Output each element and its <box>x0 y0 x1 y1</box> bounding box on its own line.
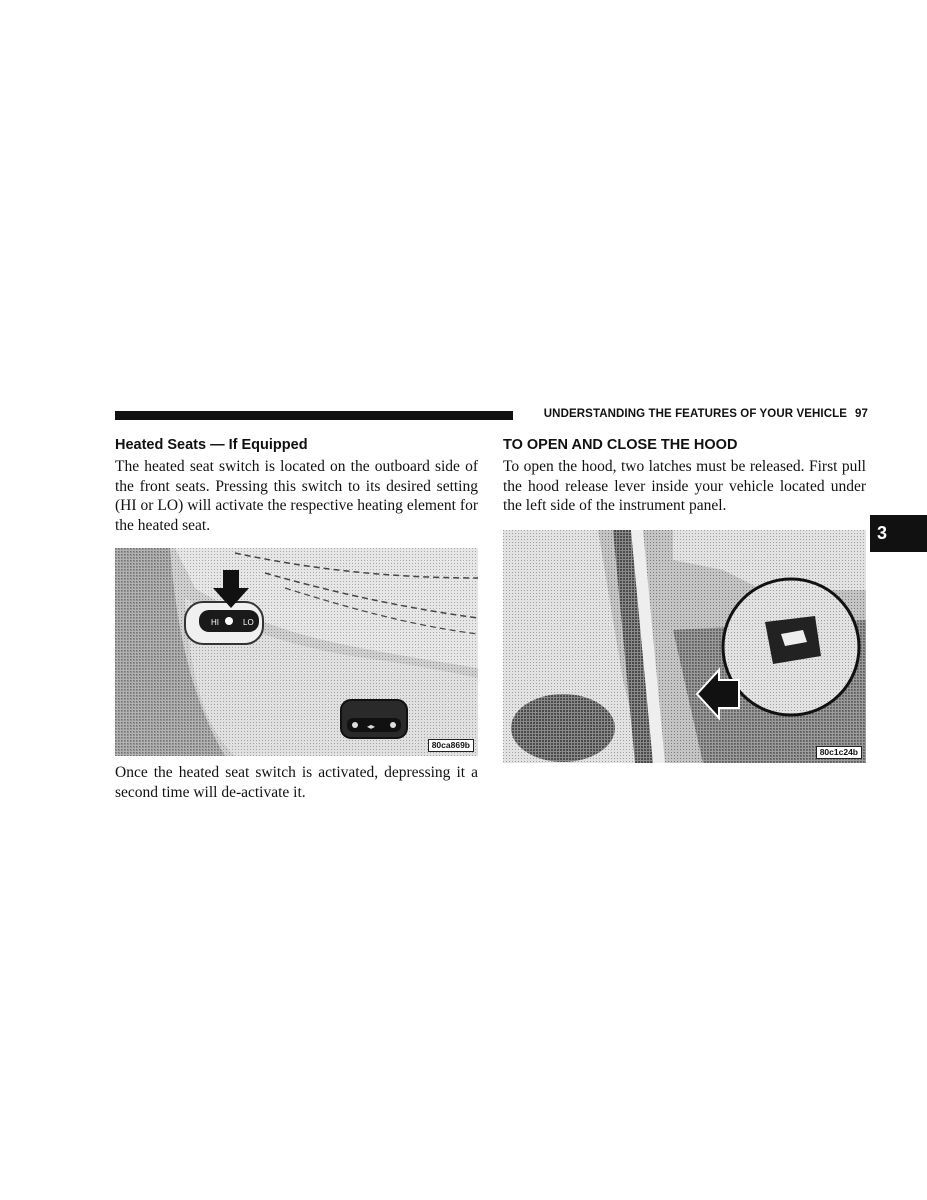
header-rule <box>115 411 513 420</box>
right-column <box>503 436 866 763</box>
page-number: 97 <box>855 408 868 420</box>
left-column <box>115 436 478 802</box>
figure-code: 80c1c24b <box>816 746 862 759</box>
hood-paragraph: To open the hood, two latches must be released. First pull the hood release lever inside your vehicle located under the left side of the instrument panel. <box>503 458 866 514</box>
hood-heading: TO OPEN AND CLOSE THE HOOD <box>503 437 738 453</box>
heated-seat-illustration <box>115 548 478 756</box>
heated-seat-switch-figure <box>115 548 478 756</box>
hood-release-illustration <box>503 530 866 763</box>
svg-text:HI: HI <box>211 618 219 627</box>
section-number: 3 <box>877 523 888 543</box>
running-title: UNDERSTANDING THE FEATURES OF YOUR VEHICLE <box>543 408 847 420</box>
svg-text:LO: LO <box>243 618 254 627</box>
hood-release-figure <box>503 530 866 763</box>
heated-seats-deactivate-paragraph: Once the heated seat switch is activated, depressing it a second time will de-activate it. <box>115 764 478 801</box>
section-tab <box>870 515 927 552</box>
heated-seats-paragraph: The heated seat switch is located on the outboard side of the front seats. Pressing this switch to its desired setting (HI or LO) will activate the respective heating element for the heated seat. <box>115 458 478 534</box>
heated-seats-heading: Heated Seats — If Equipped <box>115 437 308 453</box>
running-header <box>522 408 868 420</box>
figure-code: 80ca869b <box>428 739 474 752</box>
svg-text:◂▸: ◂▸ <box>367 722 376 731</box>
